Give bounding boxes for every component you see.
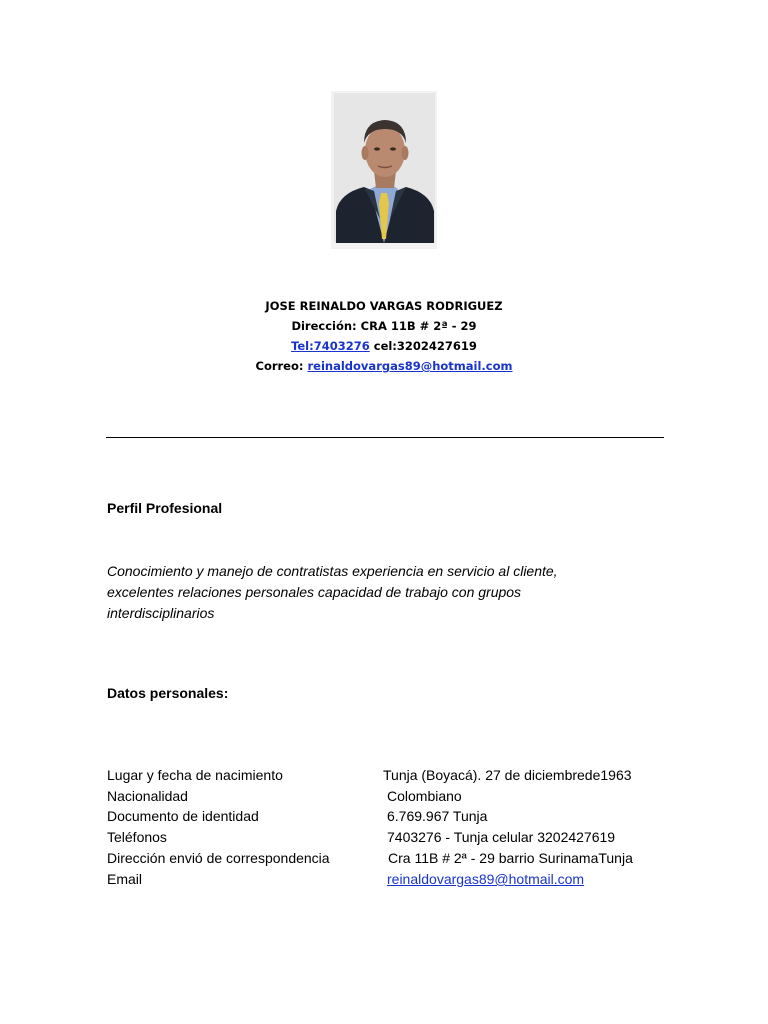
data-row-email xyxy=(107,869,707,890)
data-row-mail-address xyxy=(107,848,707,869)
profile-line: interdisciplinarios xyxy=(107,605,215,621)
row-label: Email xyxy=(107,871,143,887)
cel-text: cel:3202427619 xyxy=(373,339,477,353)
data-row-birth xyxy=(107,765,707,786)
profile-line: Conocimiento y manejo de contratistas experiencia en servicio al cliente, xyxy=(107,563,558,579)
row-value: 6.769.967 Tunja xyxy=(387,808,488,824)
email-value-link[interactable]: reinaldovargas89@hotmail.com xyxy=(387,871,585,887)
header-divider xyxy=(106,437,664,438)
row-label: Documento de identidad xyxy=(107,808,259,824)
data-row-nationality xyxy=(107,786,707,807)
address-line: Dirección: CRA 11B # 2ª - 29 xyxy=(291,319,477,333)
email-label: Correo: xyxy=(255,359,308,373)
email-link[interactable]: reinaldovargas89@hotmail.com xyxy=(307,359,513,373)
contact-header xyxy=(0,296,768,376)
profile-photo xyxy=(331,91,437,249)
row-label: Lugar y fecha de nacimiento xyxy=(107,767,283,783)
tel-link[interactable]: Tel:7403276 xyxy=(291,339,370,353)
email-line xyxy=(0,356,768,376)
profile-title: Perfil Profesional xyxy=(107,500,223,516)
data-row-id xyxy=(107,806,707,827)
row-label: Teléfonos xyxy=(107,829,167,845)
personal-data-title: Datos personales: xyxy=(107,685,229,701)
profile-line: excelentes relaciones personales capacidad de trabajo con grupos xyxy=(107,584,522,600)
data-row-phones xyxy=(107,827,707,848)
portrait-image xyxy=(334,93,435,243)
row-label: Dirección envió de correspondencia xyxy=(107,850,330,866)
row-value: Cra 11B # 2ª - 29 barrio SurinamaTunja xyxy=(388,850,633,866)
row-value: Colombiano xyxy=(387,788,462,804)
row-label: Nacionalidad xyxy=(107,788,188,804)
full-name: JOSE REINALDO VARGAS RODRIGUEZ xyxy=(265,299,503,313)
phone-line xyxy=(0,336,768,356)
row-value: Tunja (Boyacá). 27 de diciembrede1963 xyxy=(383,767,632,783)
profile-description xyxy=(107,561,667,624)
row-value: 7403276 - Tunja celular 3202427619 xyxy=(387,829,616,845)
